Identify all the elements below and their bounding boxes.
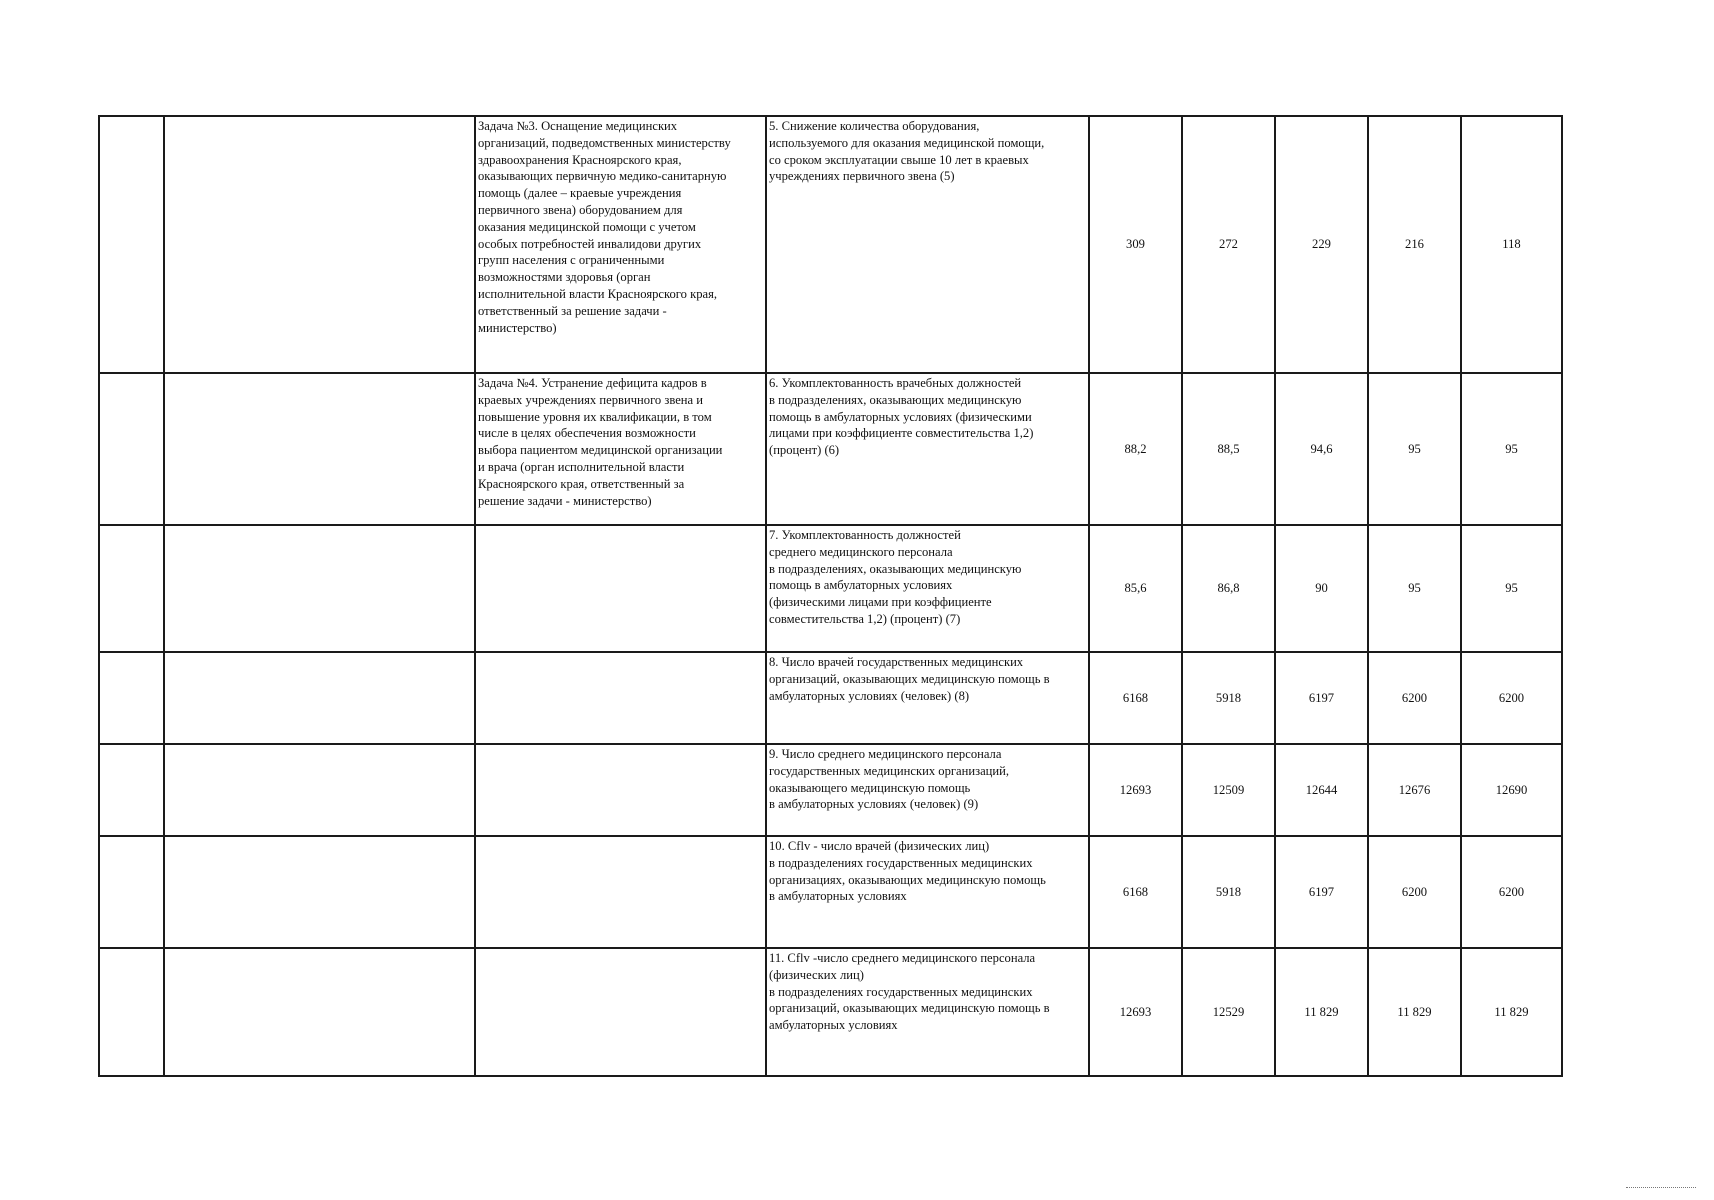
- value-cell: 309: [1089, 116, 1182, 373]
- row-number-cell: [99, 652, 164, 744]
- value-cell: 86,8: [1182, 525, 1275, 652]
- table-row: [99, 836, 1562, 948]
- value-cell: 12676: [1368, 744, 1461, 836]
- value-cell: 12690: [1461, 744, 1562, 836]
- table-row: [99, 373, 1562, 525]
- indicator-cell: [766, 525, 1089, 652]
- value-cell: 6168: [1089, 836, 1182, 948]
- program-cell: [164, 744, 475, 836]
- value-cell: 272: [1182, 116, 1275, 373]
- value-cell: 95: [1461, 373, 1562, 525]
- indicator-text: 9. Число среднего медицинского персонала государственных медицинских организаций, оказывающего медицинскую помощь в амбулаторных условиях (человек) (9): [769, 747, 1010, 812]
- value-cell: 95: [1368, 373, 1461, 525]
- indicator-cell: [766, 652, 1089, 744]
- task-cell: [475, 373, 766, 525]
- value-cell: 12693: [1089, 744, 1182, 836]
- indicator-cell: [766, 744, 1089, 836]
- value-cell: 6200: [1461, 652, 1562, 744]
- table-body: [99, 116, 1562, 1076]
- value-cell: 6200: [1368, 652, 1461, 744]
- value-cell: 5918: [1182, 652, 1275, 744]
- indicator-text: 10. Cflv - число врачей (физических лиц) в подразделениях государственных медицинских организациях, оказывающих медицинскую помощь в амбулаторных условиях: [769, 839, 1046, 904]
- value-cell: 11 829: [1461, 948, 1562, 1076]
- value-cell: 90: [1275, 525, 1368, 652]
- row-number-cell: [99, 836, 164, 948]
- value-cell: 5918: [1182, 836, 1275, 948]
- program-cell: [164, 652, 475, 744]
- task-text: Задача №3. Оснащение медицинских организаций, подведомственных министерству здравоохранения Красноярского края, оказывающих первичную медико-санитарную помощь (далее – краевые учреждения первичного звена) оборудованием для оказания медицинской помощи с учетом особых потребностей инвалидови других групп населения с ограниченными возможностями здоровья (орган исполнительной власти Красноярского края, ответственный за решение задачи - министерство): [478, 119, 731, 335]
- value-cell: 118: [1461, 116, 1562, 373]
- value-cell: 94,6: [1275, 373, 1368, 525]
- program-cell: [164, 525, 475, 652]
- indicator-cell: [766, 116, 1089, 373]
- task-cell: [475, 116, 766, 373]
- table-row: [99, 948, 1562, 1076]
- task-cell: [475, 744, 766, 836]
- row-number-cell: [99, 373, 164, 525]
- value-cell: 6200: [1368, 836, 1461, 948]
- row-number-cell: [99, 116, 164, 373]
- page-corner-mark: [1626, 1184, 1696, 1188]
- row-number-cell: [99, 525, 164, 652]
- table-row: [99, 116, 1562, 373]
- task-cell: [475, 525, 766, 652]
- value-cell: 95: [1368, 525, 1461, 652]
- indicator-text: 5. Снижение количества оборудования, используемого для оказания медицинской помощи, со сроком эксплуатации свыше 10 лет в краевых учреждениях первичного звена (5): [769, 119, 1045, 184]
- value-cell: 12509: [1182, 744, 1275, 836]
- program-cell: [164, 373, 475, 525]
- program-cell: [164, 836, 475, 948]
- indicators-table: [98, 115, 1563, 1077]
- value-cell: 216: [1368, 116, 1461, 373]
- row-number-cell: [99, 744, 164, 836]
- value-cell: 6197: [1275, 836, 1368, 948]
- indicator-text: 11. Cflv -число среднего медицинского персонала (физических лиц) в подразделениях государственных медицинских организаций, оказывающих медицинскую помощь в амбулаторных условиях: [769, 951, 1050, 1033]
- value-cell: 12693: [1089, 948, 1182, 1076]
- indicator-text: 7. Укомплектованность должностей среднего медицинского персонала в подразделениях, оказывающих медицинскую помощь в амбулаторных условиях (физическими лицами при коэффициенте совместительства 1,2) (процент) (7): [769, 528, 1022, 626]
- table-row: [99, 652, 1562, 744]
- indicator-cell: [766, 836, 1089, 948]
- value-cell: 12529: [1182, 948, 1275, 1076]
- value-cell: 12644: [1275, 744, 1368, 836]
- table-row: [99, 525, 1562, 652]
- row-number-cell: [99, 948, 164, 1076]
- indicator-cell: [766, 373, 1089, 525]
- indicator-cell: [766, 948, 1089, 1076]
- table-row: [99, 744, 1562, 836]
- value-cell: 11 829: [1275, 948, 1368, 1076]
- task-cell: [475, 652, 766, 744]
- value-cell: 85,6: [1089, 525, 1182, 652]
- value-cell: 6168: [1089, 652, 1182, 744]
- task-cell: [475, 836, 766, 948]
- value-cell: 11 829: [1368, 948, 1461, 1076]
- task-cell: [475, 948, 766, 1076]
- value-cell: 229: [1275, 116, 1368, 373]
- program-cell: [164, 948, 475, 1076]
- value-cell: 6197: [1275, 652, 1368, 744]
- value-cell: 88,5: [1182, 373, 1275, 525]
- value-cell: 95: [1461, 525, 1562, 652]
- program-cell: [164, 116, 475, 373]
- task-text: Задача №4. Устранение дефицита кадров в краевых учреждениях первичного звена и повышение уровня их квалификации, в том числе в целях обеспечения возможности выбора пациентом медицинской организации и врача (орган исполнительной власти Красноярского края, ответственный за решение задачи - министерство): [478, 376, 723, 508]
- indicator-text: 8. Число врачей государственных медицинских организаций, оказывающих медицинскую помощь в амбулаторных условиях (человек) (8): [769, 655, 1050, 703]
- value-cell: 88,2: [1089, 373, 1182, 525]
- indicator-text: 6. Укомплектованность врачебных должностей в подразделениях, оказывающих медицинскую помощь в амбулаторных условиях (физическими лицами при коэффициенте совместительства 1,2) (процент) (6): [769, 376, 1034, 458]
- value-cell: 6200: [1461, 836, 1562, 948]
